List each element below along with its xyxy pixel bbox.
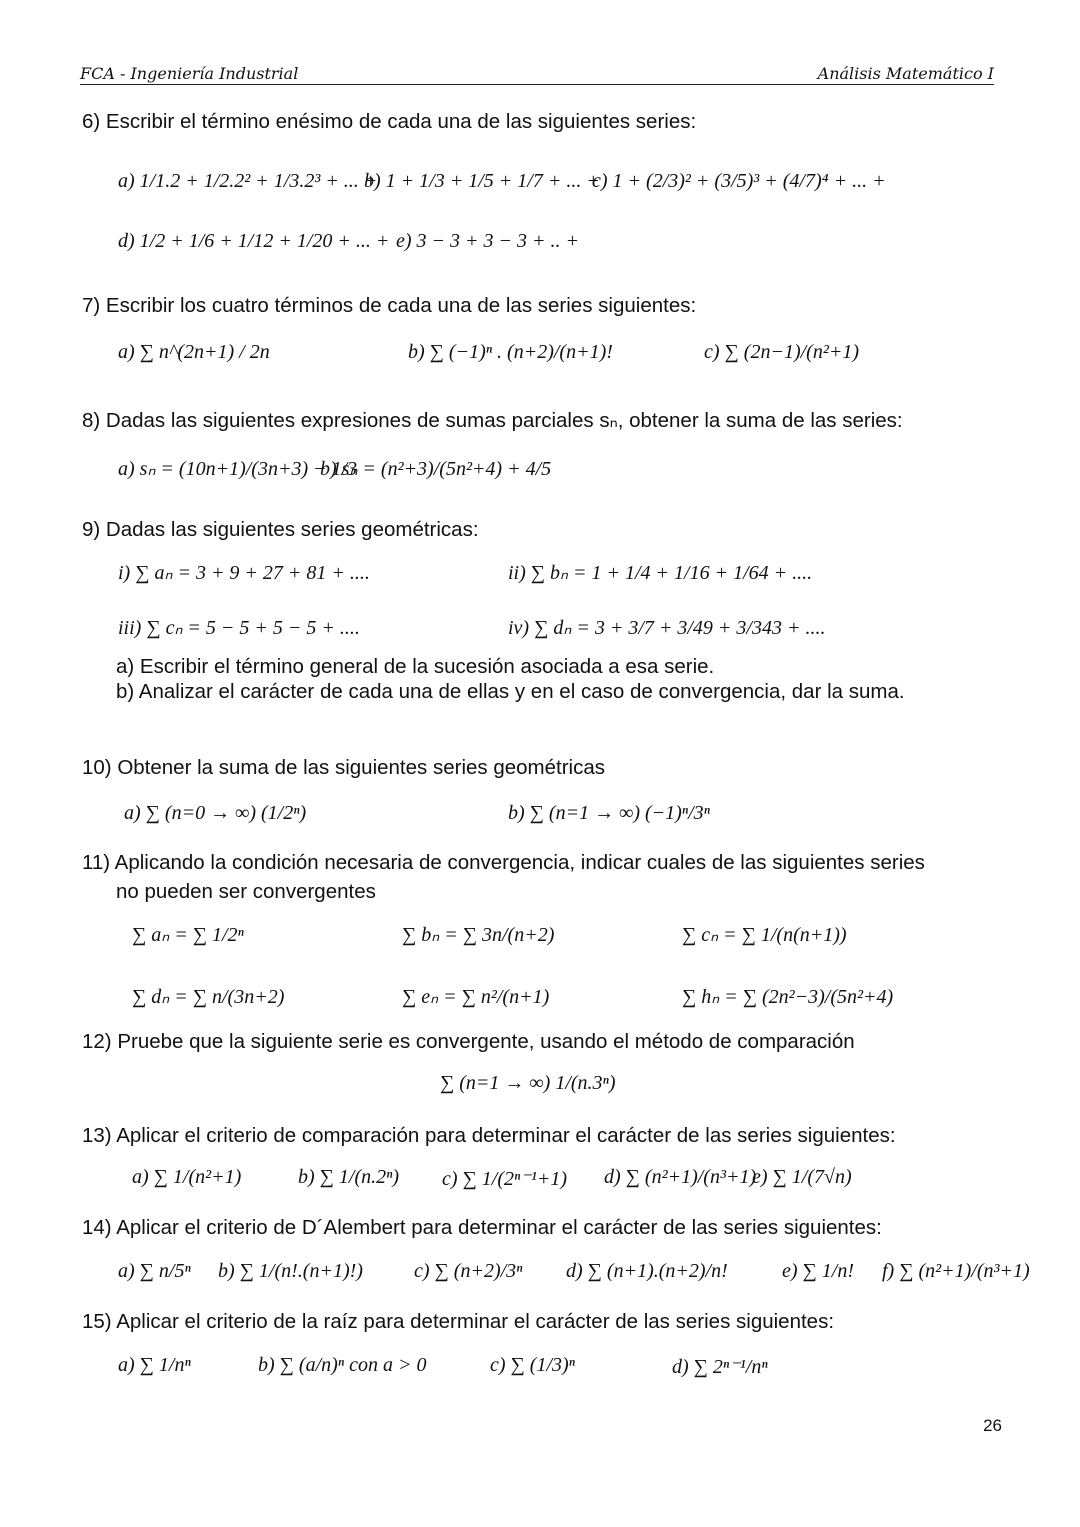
problem-6-series-b: b) 1 + 1/3 + 1/5 + 1/7 + ... +	[364, 170, 600, 192]
header-course: FCA - Ingeniería Industrial	[80, 64, 299, 83]
problem-8-partial-sum-a: a) sₙ = (10n+1)/(3n+3) − 1/3	[118, 458, 358, 480]
problem-14-series-c: c) ∑ (n+2)/3ⁿ	[414, 1260, 523, 1282]
problem-14-series-f: f) ∑ (n²+1)/(n³+1)	[882, 1260, 1030, 1282]
problem-15-statement: 15) Aplicar el criterio de la raíz para determinar el carácter de las series siguientes:	[82, 1310, 835, 1333]
problem-11-series-b: ∑ bₙ = ∑ 3n/(n+2)	[402, 924, 555, 946]
problem-7-series-a: a) ∑ n^(2n+1) / 2n	[118, 341, 270, 363]
problem-11-statement-cont: no pueden ser convergentes	[116, 880, 376, 903]
problem-15-series-c: c) ∑ (1/3)ⁿ	[490, 1354, 575, 1376]
problem-10-series-a: a) ∑ (n=0 → ∞) (1/2ⁿ)	[124, 802, 307, 824]
problem-9-series-i: i) ∑ aₙ = 3 + 9 + 27 + 81 + ....	[118, 562, 370, 584]
problem-11-series-c: ∑ cₙ = ∑ 1/(n(n+1))	[682, 924, 847, 946]
problem-7-statement: 7) Escribir los cuatro términos de cada una de las series siguientes:	[82, 294, 697, 317]
problem-13-series-c: c) ∑ 1/(2ⁿ⁻¹+1)	[442, 1168, 568, 1190]
problem-13-series-d: d) ∑ (n²+1)/(n³+1)	[604, 1166, 757, 1188]
page-number: 26	[983, 1416, 1002, 1435]
problem-6-series-c: c) 1 + (2/3)² + (3/5)³ + (4/7)⁴ + ... +	[592, 170, 886, 192]
problem-12-series: ∑ (n=1 → ∞) 1/(n.3ⁿ)	[440, 1072, 616, 1094]
problem-9-part-b: b) Analizar el carácter de cada una de ellas y en el caso de convergencia, dar la suma.	[116, 680, 905, 703]
problem-11-statement: 11) Aplicando la condición necesaria de convergencia, indicar cuales de las siguientes series	[82, 851, 925, 874]
problem-9-statement: 9) Dadas las siguientes series geométricas:	[82, 518, 479, 541]
problem-14-series-b: b) ∑ 1/(n!.(n+1)!)	[218, 1260, 363, 1282]
problem-15-series-b: b) ∑ (a/n)ⁿ con a > 0	[258, 1354, 427, 1376]
header-divider	[80, 84, 994, 85]
problem-13-series-b: b) ∑ 1/(n.2ⁿ)	[298, 1166, 400, 1188]
problem-14-series-a: a) ∑ n/5ⁿ	[118, 1260, 191, 1282]
problem-6-series-d: d) 1/2 + 1/6 + 1/12 + 1/20 + ... +	[118, 230, 390, 252]
problem-14-series-d: d) ∑ (n+1).(n+2)/n!	[566, 1260, 728, 1282]
problem-6-series-a: a) 1/1.2 + 1/2.2² + 1/3.2³ + ... +	[118, 170, 378, 192]
problem-11-series-h: ∑ hₙ = ∑ (2n²−3)/(5n²+4)	[682, 986, 894, 1008]
problem-6-statement: 6) Escribir el término enésimo de cada una de las siguientes series:	[82, 110, 697, 133]
problem-9-series-ii: ii) ∑ bₙ = 1 + 1/4 + 1/16 + 1/64 + ....	[508, 562, 813, 584]
problem-10-statement: 10) Obtener la suma de las siguientes series geométricas	[82, 756, 606, 779]
problem-9-series-iv: iv) ∑ dₙ = 3 + 3/7 + 3/49 + 3/343 + ....	[508, 617, 826, 639]
problem-15-series-d: d) ∑ 2ⁿ⁻¹/nⁿ	[672, 1356, 768, 1378]
header-subject: Análisis Matemático I	[817, 64, 994, 83]
problem-13-statement: 13) Aplicar el criterio de comparación para determinar el carácter de las series siguientes:	[82, 1124, 896, 1147]
problem-9-series-iii: iii) ∑ cₙ = 5 − 5 + 5 − 5 + ....	[118, 617, 360, 639]
problem-11-series-a: ∑ aₙ = ∑ 1/2ⁿ	[132, 924, 244, 946]
problem-11-series-d: ∑ dₙ = ∑ n/(3n+2)	[132, 986, 285, 1008]
problem-14-statement: 14) Aplicar el criterio de D´Alembert para determinar el carácter de las series siguientes:	[82, 1216, 882, 1239]
problem-15-series-a: a) ∑ 1/nⁿ	[118, 1354, 191, 1376]
problem-13-series-a: a) ∑ 1/(n²+1)	[132, 1166, 242, 1188]
problem-13-series-e: e) ∑ 1/(7√n)	[752, 1166, 852, 1188]
problem-10-series-b: b) ∑ (n=1 → ∞) (−1)ⁿ/3ⁿ	[508, 802, 710, 824]
problem-8-statement: 8) Dadas las siguientes expresiones de sumas parciales sₙ, obtener la suma de las series:	[82, 409, 903, 432]
problem-12-statement: 12) Pruebe que la siguiente serie es convergente, usando el método de comparación	[82, 1030, 855, 1053]
problem-7-series-b: b) ∑ (−1)ⁿ . (n+2)/(n+1)!	[408, 341, 613, 363]
problem-9-part-a: a) Escribir el término general de la sucesión asociada a esa serie.	[116, 655, 715, 678]
problem-7-series-c: c) ∑ (2n−1)/(n²+1)	[704, 341, 859, 363]
problem-14-series-e: e) ∑ 1/n!	[782, 1260, 855, 1282]
problem-11-series-e: ∑ eₙ = ∑ n²/(n+1)	[402, 986, 550, 1008]
problem-8-partial-sum-b: b) sₙ = (n²+3)/(5n²+4) + 4/5	[320, 458, 552, 480]
problem-6-series-e: e) 3 − 3 + 3 − 3 + .. +	[396, 230, 580, 252]
